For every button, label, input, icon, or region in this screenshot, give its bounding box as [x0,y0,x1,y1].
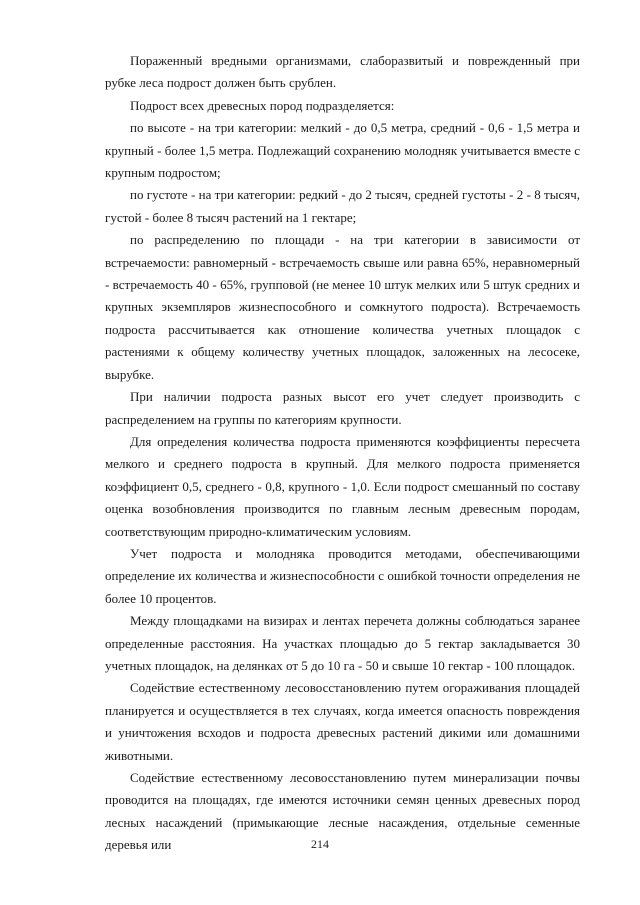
paragraph-6: При наличии подроста разных высот его учет следует производить с распределением на группы по категориям крупности. [105,389,580,427]
paragraph-11: Содействие естественному лесовосстановлению путем минерализации почвы проводится на площадях, где имеются источники семян ценных древесных пород лесных насаждений (примыкающие лесные насаждения, отдельные семенные деревья или [105,770,580,853]
paragraph-5: по распределению по площади - на три категории в зависимости от встречаемости: равномерный - встречаемость свыше или равна 65%, неравномерный - встречаемость 40 - 65%, групповой (не менее 10 штук мелких или 5 штук средних и крупных экземпляров жизнеспособного и сомкнутого подроста). Встречаемость подроста рассчитывается как отношение количества учетных площадок с растениями к общему количеству учетных площадок, заложенных на лесосеке, вырубке. [105,232,580,382]
paragraph-3: по высоте - на три категории: мелкий - до 0,5 метра, средний - 0,6 - 1,5 метра и крупный - более 1,5 метра. Подлежащий сохранению молодняк учитывается вместе с крупным подростом; [105,120,580,181]
page-number: 214 [311,837,329,851]
body-text [105,50,580,857]
paragraph-4: по густоте - на три категории: редкий - до 2 тысяч, средней густоты - 2 - 8 тысяч, густой - более 8 тысяч растений на 1 гектаре; [105,187,580,225]
paragraph-1: Пораженный вредными организмами, слаборазвитый и поврежденный при рубке леса подрост должен быть срублен. [105,53,580,91]
paragraph-7: Для определения количества подроста применяются коэффициенты пересчета мелкого и среднего подроста в крупный. Для мелкого подроста применяется коэффициент 0,5, среднего - 0,8, крупного - 1,0. Если подрост смешанный по составу оценка возобновления производится по главным лесным древесным породам, соответствующим природно-климатическим условиям. [105,433,580,539]
paragraph-2: Подрост всех древесных пород подразделяется: [130,97,395,113]
paragraph-9: Между площадками на визирах и лентах перечета должны соблюдаться заранее определенные расстояния. На участках площадью до 5 гектар закладывается 30 учетных площадок, на делянках от 5 до 10 га - 50 и свыше 10 гектар - 100 площадок. [105,613,580,673]
paragraph-8: Учет подроста и молодняка проводится методами, обеспечивающими определение их количества и жизнеспособности с ошибкой точности определения не более 10 процентов. [105,545,580,606]
paragraph-10: Содействие естественному лесовосстановлению путем огораживания площадей планируется и осуществляется в тех случаях, когда имеется опасность повреждения и уничтожения всходов и подроста древесных растений дикими или домашними животными. [105,680,580,763]
